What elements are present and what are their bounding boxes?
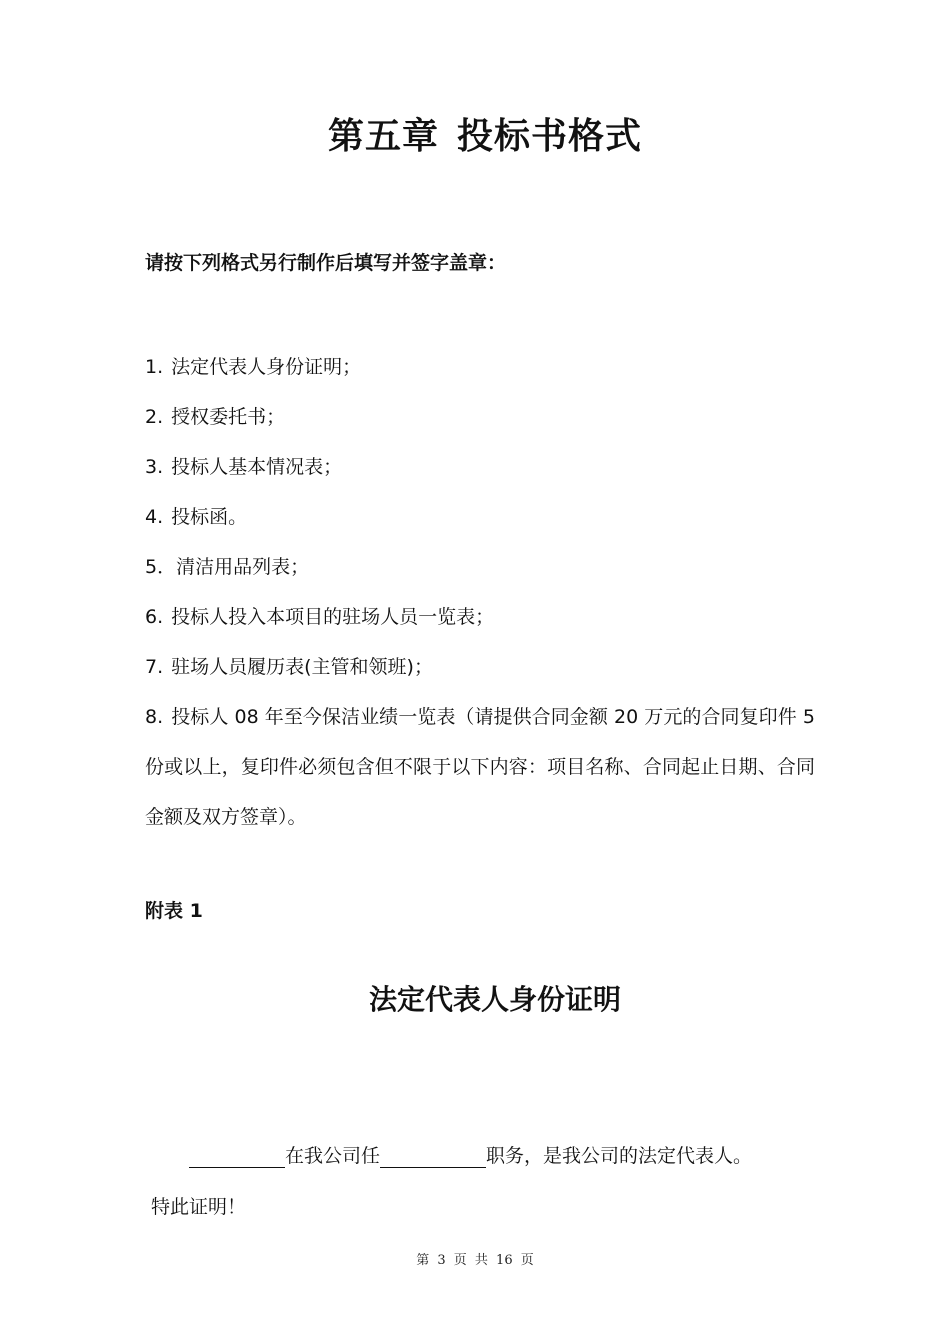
statement-line — [189, 1141, 752, 1168]
position-blank-field[interactable] — [380, 1145, 486, 1168]
list-item: 5．清洁用品列表； — [145, 556, 310, 578]
list-item: 2. 授权委托书； — [145, 406, 286, 428]
list-item: 3. 投标人基本情况表； — [145, 456, 343, 478]
chapter-title — [0, 108, 950, 159]
appendix-label: 附表 1 — [145, 900, 203, 922]
name-blank-field[interactable] — [189, 1145, 285, 1168]
chapter-heading: 投标书格式 — [457, 116, 643, 157]
statement-part2: 职务，是我公司的法定代表人。 — [486, 1145, 753, 1167]
document-list — [145, 342, 815, 842]
list-item: 6. 投标人投入本项目的驻场人员一览表； — [145, 606, 495, 628]
list-item: 1. 法定代表人身份证明； — [145, 356, 362, 378]
chapter-number: 第五章 — [327, 116, 439, 157]
instruction-text: 请按下列格式另行制作后填写并签字盖章： — [145, 252, 507, 274]
statement-part1: 在我公司任 — [285, 1145, 381, 1167]
list-item: 8. 投标人 08 年至今保洁业绩一览表（请提供合同金额 20 万元的合同复印件 5 份或以上，复印件必须包含但不限于以下内容：项目名称、合同起止日期、合同金额及双方签章）。 — [145, 706, 815, 828]
section-title: 法定代表人身份证明 — [368, 983, 621, 1016]
list-item: 7. 驻场人员履历表(主管和领班)； — [145, 656, 433, 678]
certify-text: 特此证明！ — [151, 1196, 247, 1218]
page-footer: 第 3 页 共 16 页 — [416, 1253, 534, 1268]
list-item: 4. 投标函。 — [145, 506, 248, 528]
